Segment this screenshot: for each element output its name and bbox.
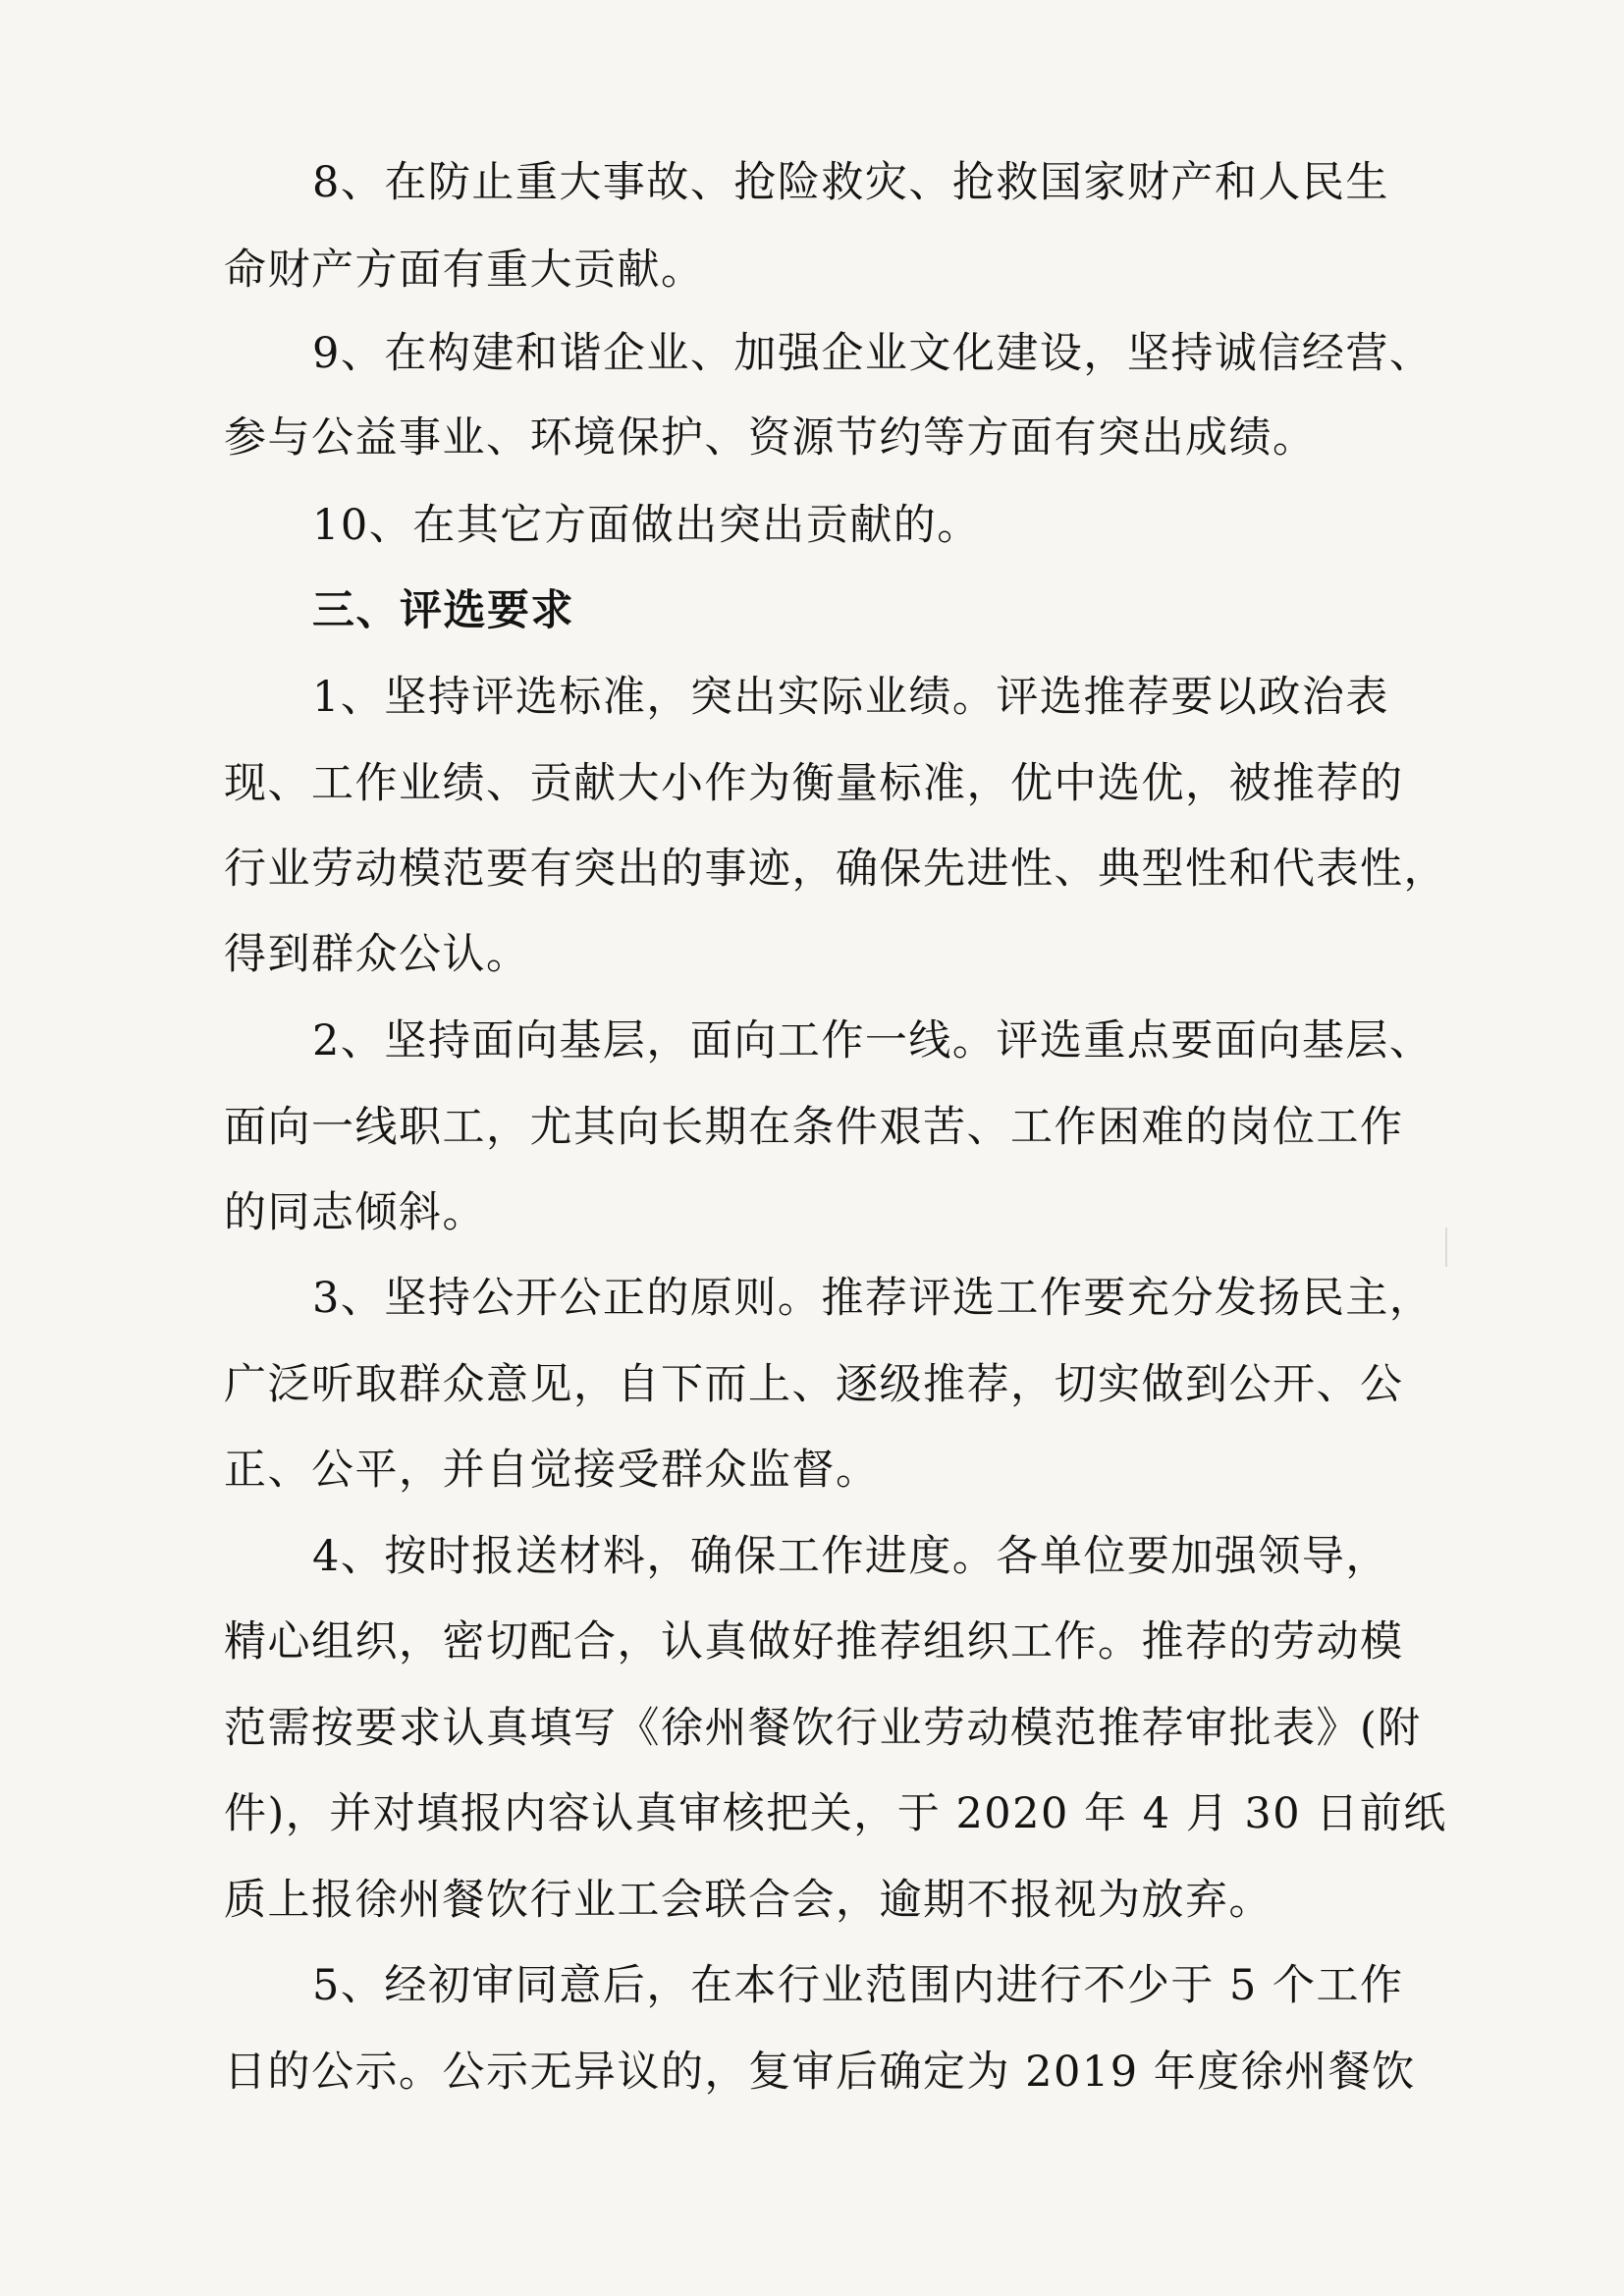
text-line: 质上报徐州餐饮行业工会联合会，逾期不报视为放弃。 xyxy=(224,1876,1272,1925)
text-line: 5、经初审同意后，在本行业范围内进行不少于 5 个工作 xyxy=(312,1961,1404,2010)
text-line: 10、在其它方面做出突出贡献的。 xyxy=(312,501,981,550)
text-line: 3、坚持公开公正的原则。推荐评选工作要充分发扬民主， xyxy=(312,1274,1434,1323)
text-line: 8、在防止重大事故、抢险救灾、抢救国家财产和人民生 xyxy=(312,158,1389,207)
text-line: 范需按要求认真填写《徐州餐饮行业劳动模范推荐审批表》(附 xyxy=(224,1704,1422,1753)
text-line: 命财产方面有重大贡献。 xyxy=(224,246,705,295)
text-line: 正、公平，并自觉接受群众监督。 xyxy=(224,1446,880,1495)
text-line: 精心组织，密切配合，认真做好推荐组织工作。推荐的劳动模 xyxy=(224,1617,1404,1667)
text-line: 现、工作业绩、贡献大小作为衡量标准，优中选优，被推荐的 xyxy=(224,759,1404,808)
text-line: 行业劳动模范要有突出的事迹，确保先进性、典型性和代表性， xyxy=(224,845,1447,894)
text-line: 1、坚持评选标准，突出实际业绩。评选推荐要以政治表 xyxy=(312,673,1389,722)
text-line: 的同志倾斜。 xyxy=(224,1188,486,1237)
text-line: 2、坚持面向基层，面向工作一线。评选重点要面向基层、 xyxy=(312,1016,1434,1066)
text-line: 面向一线职工，尤其向长期在条件艰苦、工作困难的岗位工作 xyxy=(224,1103,1404,1152)
text-line: 得到群众公认。 xyxy=(224,930,530,979)
text-line: 参与公益事业、环境保护、资源节约等方面有突出成绩。 xyxy=(224,413,1317,463)
text-line: 9、在构建和谐企业、加强企业文化建设，坚持诚信经营、 xyxy=(312,329,1434,378)
text-line: 4、按时报送材料，确保工作进度。各单位要加强领导， xyxy=(312,1532,1389,1581)
text-line: 日的公示。公示无异议的，复审后确定为 2019 年度徐州餐饮 xyxy=(224,2048,1416,2097)
text-line: 广泛听取群众意见，自下而上、逐级推荐，切实做到公开、公 xyxy=(224,1360,1404,1409)
text-line: 件)，并对填报内容认真审核把关，于 2020 年 4 月 30 日前纸 xyxy=(224,1789,1447,1838)
section-heading: 三、评选要求 xyxy=(312,586,574,635)
scan-artifact xyxy=(1445,1228,1447,1267)
